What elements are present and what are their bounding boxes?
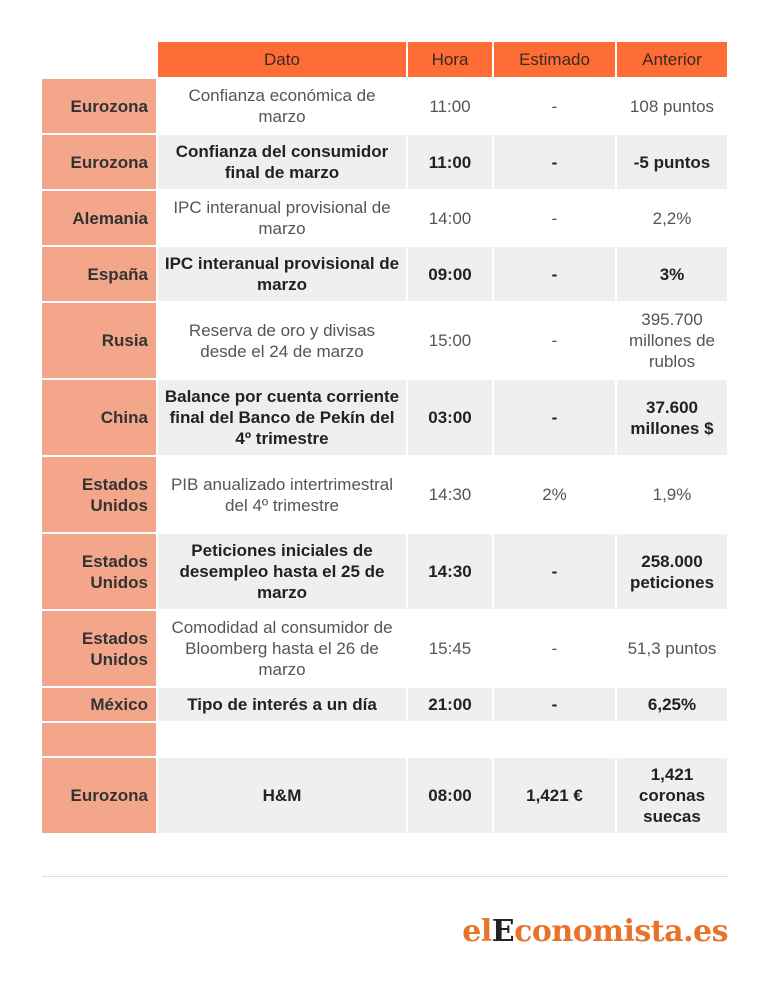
anterior-cell: 395.700 millones de rublos xyxy=(616,302,728,379)
dato-cell: Balance por cuenta corriente final del Banco de Pekín del 4º trimestre xyxy=(157,379,407,456)
agenda-table xyxy=(42,42,729,835)
dato-cell: PIB anualizado intertrimestral del 4º trimestre xyxy=(157,456,407,533)
logo-suffix: conomista.es xyxy=(514,914,728,949)
country-cell: España xyxy=(42,246,157,302)
logo-prefix: el xyxy=(462,914,492,949)
country-cell: México xyxy=(42,687,157,722)
anterior-cell: 37.600 millones $ xyxy=(616,379,728,456)
hora-cell: 15:45 xyxy=(407,610,493,687)
eleconomista-logo xyxy=(462,914,728,949)
table-row xyxy=(42,190,728,246)
dato-cell: Reserva de oro y divisas desde el 24 de marzo xyxy=(157,302,407,379)
estimado-cell: 2% xyxy=(493,456,616,533)
country-cell: Rusia xyxy=(42,302,157,379)
table-row xyxy=(42,456,728,533)
dato-cell: Tipo de interés a un día xyxy=(157,687,407,722)
table-header-row xyxy=(42,42,728,78)
estimado-cell: - xyxy=(493,379,616,456)
country-cell: Eurozona xyxy=(42,78,157,134)
country-cell: Eurozona xyxy=(42,134,157,190)
country-cell-empty xyxy=(42,722,157,757)
header-hora: Hora xyxy=(407,42,493,78)
anterior-cell: 6,25% xyxy=(616,687,728,722)
table-row xyxy=(42,687,728,722)
hora-cell: 03:00 xyxy=(407,379,493,456)
dato-cell: Comodidad al consumidor de Bloomberg hasta el 26 de marzo xyxy=(157,610,407,687)
dato-cell: Peticiones iniciales de desempleo hasta el 25 de marzo xyxy=(157,533,407,610)
header-anterior: Anterior xyxy=(616,42,728,78)
table-row xyxy=(42,302,728,379)
dato-cell: Confianza económica de marzo xyxy=(157,78,407,134)
estimado-cell: - xyxy=(493,610,616,687)
hora-cell: 14:30 xyxy=(407,456,493,533)
hora-cell: 14:30 xyxy=(407,533,493,610)
table-row xyxy=(42,246,728,302)
hora-cell: 15:00 xyxy=(407,302,493,379)
estimado-cell: - xyxy=(493,78,616,134)
estimado-cell: - xyxy=(493,687,616,722)
table-row xyxy=(42,533,728,610)
estimado-cell: - xyxy=(493,302,616,379)
table-row xyxy=(42,610,728,687)
anterior-cell: 2,2% xyxy=(616,190,728,246)
dato-cell: IPC interanual provisional de marzo xyxy=(157,190,407,246)
header-blank xyxy=(42,42,157,78)
country-cell: Estados Unidos xyxy=(42,533,157,610)
anterior-cell: 108 puntos xyxy=(616,78,728,134)
anterior-cell: 258.000 peticiones xyxy=(616,533,728,610)
country-cell: Estados Unidos xyxy=(42,610,157,687)
country-cell: China xyxy=(42,379,157,456)
empty-cell xyxy=(157,722,407,757)
spacer-row xyxy=(42,722,728,757)
hora-cell: 11:00 xyxy=(407,78,493,134)
country-cell: Estados Unidos xyxy=(42,456,157,533)
hora-cell: 08:00 xyxy=(407,757,493,834)
hora-cell: 21:00 xyxy=(407,687,493,722)
header-estimado: Estimado xyxy=(493,42,616,78)
hora-cell: 09:00 xyxy=(407,246,493,302)
anterior-cell: 51,3 puntos xyxy=(616,610,728,687)
table-row xyxy=(42,134,728,190)
empty-cell xyxy=(493,722,616,757)
table-row xyxy=(42,379,728,456)
anterior-cell: -5 puntos xyxy=(616,134,728,190)
hora-cell: 11:00 xyxy=(407,134,493,190)
estimado-cell: - xyxy=(493,533,616,610)
dato-cell: IPC interanual provisional de marzo xyxy=(157,246,407,302)
footer-divider xyxy=(42,876,728,877)
header-dato: Dato xyxy=(157,42,407,78)
empty-cell xyxy=(407,722,493,757)
country-cell: Alemania xyxy=(42,190,157,246)
estimado-cell: 1,421 € xyxy=(493,757,616,834)
estimado-cell: - xyxy=(493,134,616,190)
empty-cell xyxy=(616,722,728,757)
dato-cell: Confianza del consumidor final de marzo xyxy=(157,134,407,190)
table-row xyxy=(42,78,728,134)
country-cell: Eurozona xyxy=(42,757,157,834)
anterior-cell: 1,9% xyxy=(616,456,728,533)
anterior-cell: 1,421 coronas suecas xyxy=(616,757,728,834)
hora-cell: 14:00 xyxy=(407,190,493,246)
table-row xyxy=(42,757,728,834)
estimado-cell: - xyxy=(493,190,616,246)
logo-capital: E xyxy=(491,914,515,949)
estimado-cell: - xyxy=(493,246,616,302)
dato-cell: H&M xyxy=(157,757,407,834)
anterior-cell: 3% xyxy=(616,246,728,302)
